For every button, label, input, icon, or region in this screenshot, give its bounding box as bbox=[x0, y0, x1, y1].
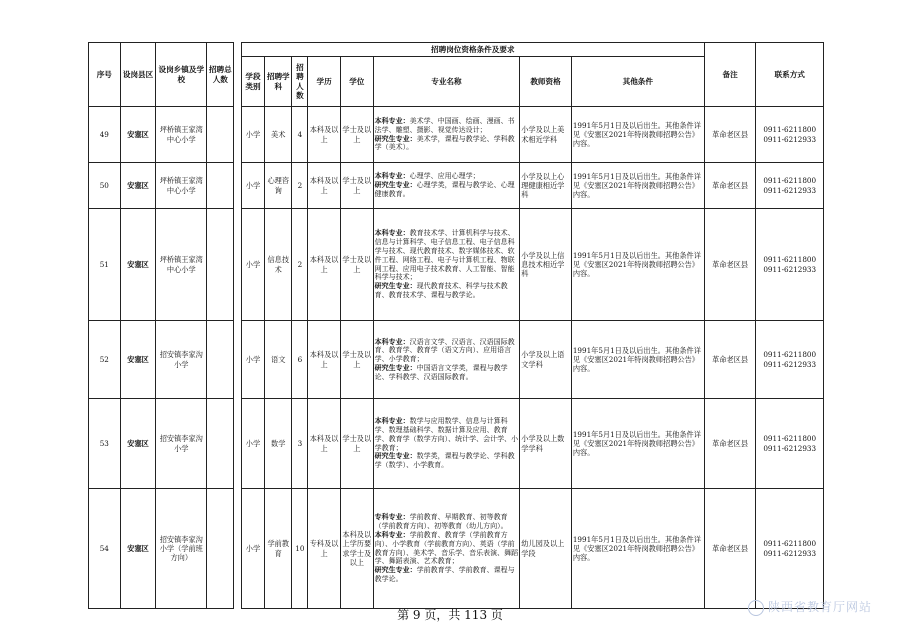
row-note: 革命老区县 bbox=[704, 209, 756, 321]
row-subject: 数学 bbox=[265, 399, 292, 489]
major-block bbox=[375, 229, 519, 282]
major-block bbox=[375, 513, 519, 531]
row-cert: 小学及以上信息技术相近学科 bbox=[520, 209, 572, 321]
row-contact: 0911-6211800 0911-6212933 bbox=[756, 209, 824, 321]
row-county: 安塞区 bbox=[120, 321, 156, 399]
major-text: 学前教育学、学前教育、课程与教学论。 bbox=[374, 566, 515, 583]
row-contact: 0911-6211800 0911-6212933 bbox=[756, 107, 824, 163]
major-text: 学前教育、教育学（学前教育方向）、小学教育（学前教育方向）、英语（学前教育方向）、美术学、音乐学、音乐表演、舞蹈学、舞蹈表演、艺术教育； bbox=[374, 530, 519, 566]
row-seq: 52 bbox=[89, 321, 121, 399]
row-county: 安塞区 bbox=[120, 399, 156, 489]
row-gap bbox=[234, 107, 241, 163]
row-note: 革命老区县 bbox=[704, 163, 756, 209]
major-tag: 本科专业： bbox=[374, 116, 410, 125]
row-cert: 小学及以上美术相近学科 bbox=[520, 107, 572, 163]
row-subject: 信息技术 bbox=[265, 209, 292, 321]
row-count: 2 bbox=[292, 163, 308, 209]
major-text: 中国语言文学类，课程与教学论、学科教学、汉语国际教育。 bbox=[374, 363, 508, 381]
major-block bbox=[375, 338, 519, 364]
row-gap bbox=[234, 489, 241, 609]
row-note: 革命老区县 bbox=[704, 399, 756, 489]
row-school: 招安镇李家沟小学 bbox=[156, 321, 207, 399]
header-count: 招聘人数 bbox=[292, 57, 308, 107]
row-contact: 0911-6211800 0911-6212933 bbox=[756, 321, 824, 399]
row-count: 3 bbox=[292, 399, 308, 489]
major-block bbox=[375, 452, 519, 470]
row-total bbox=[207, 489, 234, 609]
row-edu: 本科及以上 bbox=[308, 209, 341, 321]
header-contact: 联系方式 bbox=[756, 43, 824, 107]
row-degree: 学士及以上 bbox=[340, 399, 373, 489]
site-logo-icon bbox=[748, 600, 764, 616]
row-seq: 54 bbox=[89, 489, 121, 609]
header-edu: 学历 bbox=[308, 57, 341, 107]
major-tag: 研究生专业： bbox=[374, 282, 417, 291]
row-major bbox=[373, 209, 520, 321]
row-other: 1991年5月1日及以后出生。其他条件详见《安塞区2021年特岗教师招聘公告》内容。 bbox=[571, 489, 704, 609]
row-school: 招安镇李家沟小学 bbox=[156, 399, 207, 489]
major-text: 现代教育技术、科学与技术教育、教育技术学、课程与教学论。 bbox=[374, 282, 508, 299]
row-county: 安塞区 bbox=[120, 209, 156, 321]
row-major bbox=[373, 489, 520, 609]
row-cert: 小学及以上数学学科 bbox=[520, 399, 572, 489]
row-other: 1991年5月1日及以后出生。其他条件详见《安塞区2021年特岗教师招聘公告》内容。 bbox=[571, 321, 704, 399]
row-count: 2 bbox=[292, 209, 308, 321]
header-subject: 招聘学科 bbox=[265, 57, 292, 107]
header-degree: 学位 bbox=[340, 57, 373, 107]
table-row bbox=[89, 321, 824, 399]
row-degree: 学士及以上 bbox=[340, 107, 373, 163]
row-school: 坪桥镇王家湾中心小学 bbox=[156, 107, 207, 163]
row-stage: 小学 bbox=[241, 163, 264, 209]
row-subject: 语文 bbox=[265, 321, 292, 399]
row-gap bbox=[234, 209, 241, 321]
row-gap bbox=[234, 399, 241, 489]
table-body bbox=[89, 107, 824, 609]
row-count: 6 bbox=[292, 321, 308, 399]
row-edu: 本科及以上 bbox=[308, 321, 341, 399]
row-edu: 本科及以上 bbox=[308, 107, 341, 163]
row-other: 1991年5月1日及以后出生。其他条件详见《安塞区2021年特岗教师招聘公告》内容。 bbox=[571, 399, 704, 489]
row-edu: 本科及以上 bbox=[308, 163, 341, 209]
row-cert: 幼儿园及以上学段 bbox=[520, 489, 572, 609]
header-gap bbox=[234, 43, 241, 107]
major-text: 汉语言文学、汉语言、汉语国际教育、教育学、教育学（语文方向）、应用语言学、小学教育； bbox=[374, 337, 515, 364]
row-school: 坪桥镇王家湾中心小学 bbox=[156, 163, 207, 209]
row-degree: 学士及以上 bbox=[340, 209, 373, 321]
row-major bbox=[373, 321, 520, 399]
header-other: 其他条件 bbox=[571, 57, 704, 107]
row-seq: 50 bbox=[89, 163, 121, 209]
row-degree: 本科及以上学历要求学士及以上 bbox=[340, 489, 373, 609]
header-seq: 序号 bbox=[89, 43, 121, 107]
major-tag: 本科专业： bbox=[374, 229, 410, 238]
row-note: 革命老区县 bbox=[704, 489, 756, 609]
row-cert: 小学及以上心理健康相近学科 bbox=[520, 163, 572, 209]
row-note: 革命老区县 bbox=[704, 321, 756, 399]
row-total bbox=[207, 399, 234, 489]
row-count: 10 bbox=[292, 489, 308, 609]
major-block bbox=[375, 135, 519, 153]
row-county: 安塞区 bbox=[120, 107, 156, 163]
major-tag: 本科专业： bbox=[374, 337, 410, 346]
major-block bbox=[375, 117, 519, 135]
major-block bbox=[375, 282, 519, 300]
row-edu: 本科及以上 bbox=[308, 399, 341, 489]
major-tag: 研究生专业： bbox=[374, 134, 417, 143]
major-text: 数学类，课程与教学论、学科教学（数学）、小学教育。 bbox=[374, 452, 515, 470]
major-text: 美术学，课程与教学论、学科教学（美术）。 bbox=[374, 134, 515, 152]
major-text: 美术学、中国画、绘画、漫画、书法学、雕塑、摄影、视觉传达设计； bbox=[374, 116, 515, 134]
major-tag: 本科专业： bbox=[374, 172, 410, 181]
major-block bbox=[375, 172, 519, 181]
header-major: 专业名称 bbox=[373, 57, 520, 107]
row-contact: 0911-6211800 0911-6212933 bbox=[756, 399, 824, 489]
watermark-text: 陕西省教育厅网站 bbox=[767, 600, 872, 614]
table-row bbox=[89, 399, 824, 489]
row-gap bbox=[234, 163, 241, 209]
major-tag: 研究生专业： bbox=[374, 452, 417, 461]
major-tag: 本科专业： bbox=[374, 417, 410, 426]
header-school: 设岗乡镇及学校 bbox=[156, 43, 207, 107]
row-other: 1991年5月1日及以后出生。其他条件详见《安塞区2021年特岗教师招聘公告》内容。 bbox=[571, 107, 704, 163]
major-text: 学前教育、早期教育、初等教育（学前教育方向）、初等教育（幼儿方向）。 bbox=[374, 513, 508, 531]
major-block bbox=[375, 417, 519, 452]
row-stage: 小学 bbox=[241, 209, 264, 321]
row-degree: 学士及以上 bbox=[340, 163, 373, 209]
major-tag: 本科专业： bbox=[374, 530, 410, 539]
row-seq: 53 bbox=[89, 399, 121, 489]
major-block bbox=[375, 531, 519, 566]
row-stage: 小学 bbox=[241, 107, 264, 163]
row-stage: 小学 bbox=[241, 399, 264, 489]
row-total bbox=[207, 107, 234, 163]
major-block bbox=[375, 566, 519, 584]
row-other: 1991年5月1日及以后出生。其他条件详见《安塞区2021年特岗教师招聘公告》内容。 bbox=[571, 163, 704, 209]
row-subject: 美术 bbox=[265, 107, 292, 163]
row-school: 坪桥镇王家湾中心小学 bbox=[156, 209, 207, 321]
recruitment-table bbox=[88, 42, 824, 609]
row-major bbox=[373, 163, 520, 209]
row-school: 招安镇李家沟小学（学前班方向） bbox=[156, 489, 207, 609]
table-row bbox=[89, 209, 824, 321]
row-other: 1991年5月1日及以后出生。其他条件详见《安塞区2021年特岗教师招聘公告》内容。 bbox=[571, 209, 704, 321]
row-major bbox=[373, 107, 520, 163]
row-count: 4 bbox=[292, 107, 308, 163]
page-footer: 第 9 页，共 113 页 bbox=[397, 608, 503, 622]
major-tag: 研究生专业： bbox=[374, 566, 417, 575]
major-tag: 研究生专业： bbox=[374, 181, 417, 190]
header-group-title: 招聘岗位资格条件及要求 bbox=[241, 43, 704, 57]
row-contact: 0911-6211800 0911-6212933 bbox=[756, 489, 824, 609]
major-tag: 研究生专业： bbox=[374, 363, 417, 372]
major-text: 心理学、应用心理学； bbox=[409, 172, 480, 181]
major-tag: 专科专业： bbox=[374, 513, 410, 522]
row-total bbox=[207, 163, 234, 209]
major-text: 数学与应用数学、信息与计算科学、数理基础科学、数据计算及应用、教育学、教育学（数学方向）、统计学、会计学、小学教育； bbox=[374, 417, 519, 452]
row-county: 安塞区 bbox=[120, 163, 156, 209]
row-stage: 小学 bbox=[241, 489, 264, 609]
major-text: 教育技术学、计算机科学与技术、信息与计算科学、电子信息工程、电子信息科学与技术、现代教育技术、数字媒体技术、软件工程、网络工程、电子与计算机工程、物联网工程、应用电子技术教育、人工智能、智能科学与技术； bbox=[374, 229, 515, 282]
row-major bbox=[373, 399, 520, 489]
major-text: 心理学类，课程与教学论、心理健康教育。 bbox=[374, 181, 515, 198]
header-cert: 教师资格 bbox=[520, 57, 572, 107]
row-total bbox=[207, 321, 234, 399]
row-subject: 心理咨询 bbox=[265, 163, 292, 209]
header-total: 招聘总人数 bbox=[207, 43, 234, 107]
row-seq: 49 bbox=[89, 107, 121, 163]
row-subject: 学前教育 bbox=[265, 489, 292, 609]
header-note: 备注 bbox=[704, 43, 756, 107]
header-stage: 学段类别 bbox=[241, 57, 264, 107]
row-total bbox=[207, 209, 234, 321]
row-gap bbox=[234, 321, 241, 399]
row-seq: 51 bbox=[89, 209, 121, 321]
row-note: 革命老区县 bbox=[704, 107, 756, 163]
major-block bbox=[375, 181, 519, 199]
row-cert: 小学及以上语文学科 bbox=[520, 321, 572, 399]
major-block bbox=[375, 364, 519, 382]
row-degree: 学士及以上 bbox=[340, 321, 373, 399]
row-county: 安塞区 bbox=[120, 489, 156, 609]
table-row bbox=[89, 489, 824, 609]
row-edu: 专科及以上 bbox=[308, 489, 341, 609]
header-county: 设岗县区 bbox=[120, 43, 156, 107]
row-stage: 小学 bbox=[241, 321, 264, 399]
site-watermark bbox=[748, 598, 872, 616]
row-contact: 0911-6211800 0911-6212933 bbox=[756, 163, 824, 209]
table-row bbox=[89, 163, 824, 209]
table-row bbox=[89, 107, 824, 163]
